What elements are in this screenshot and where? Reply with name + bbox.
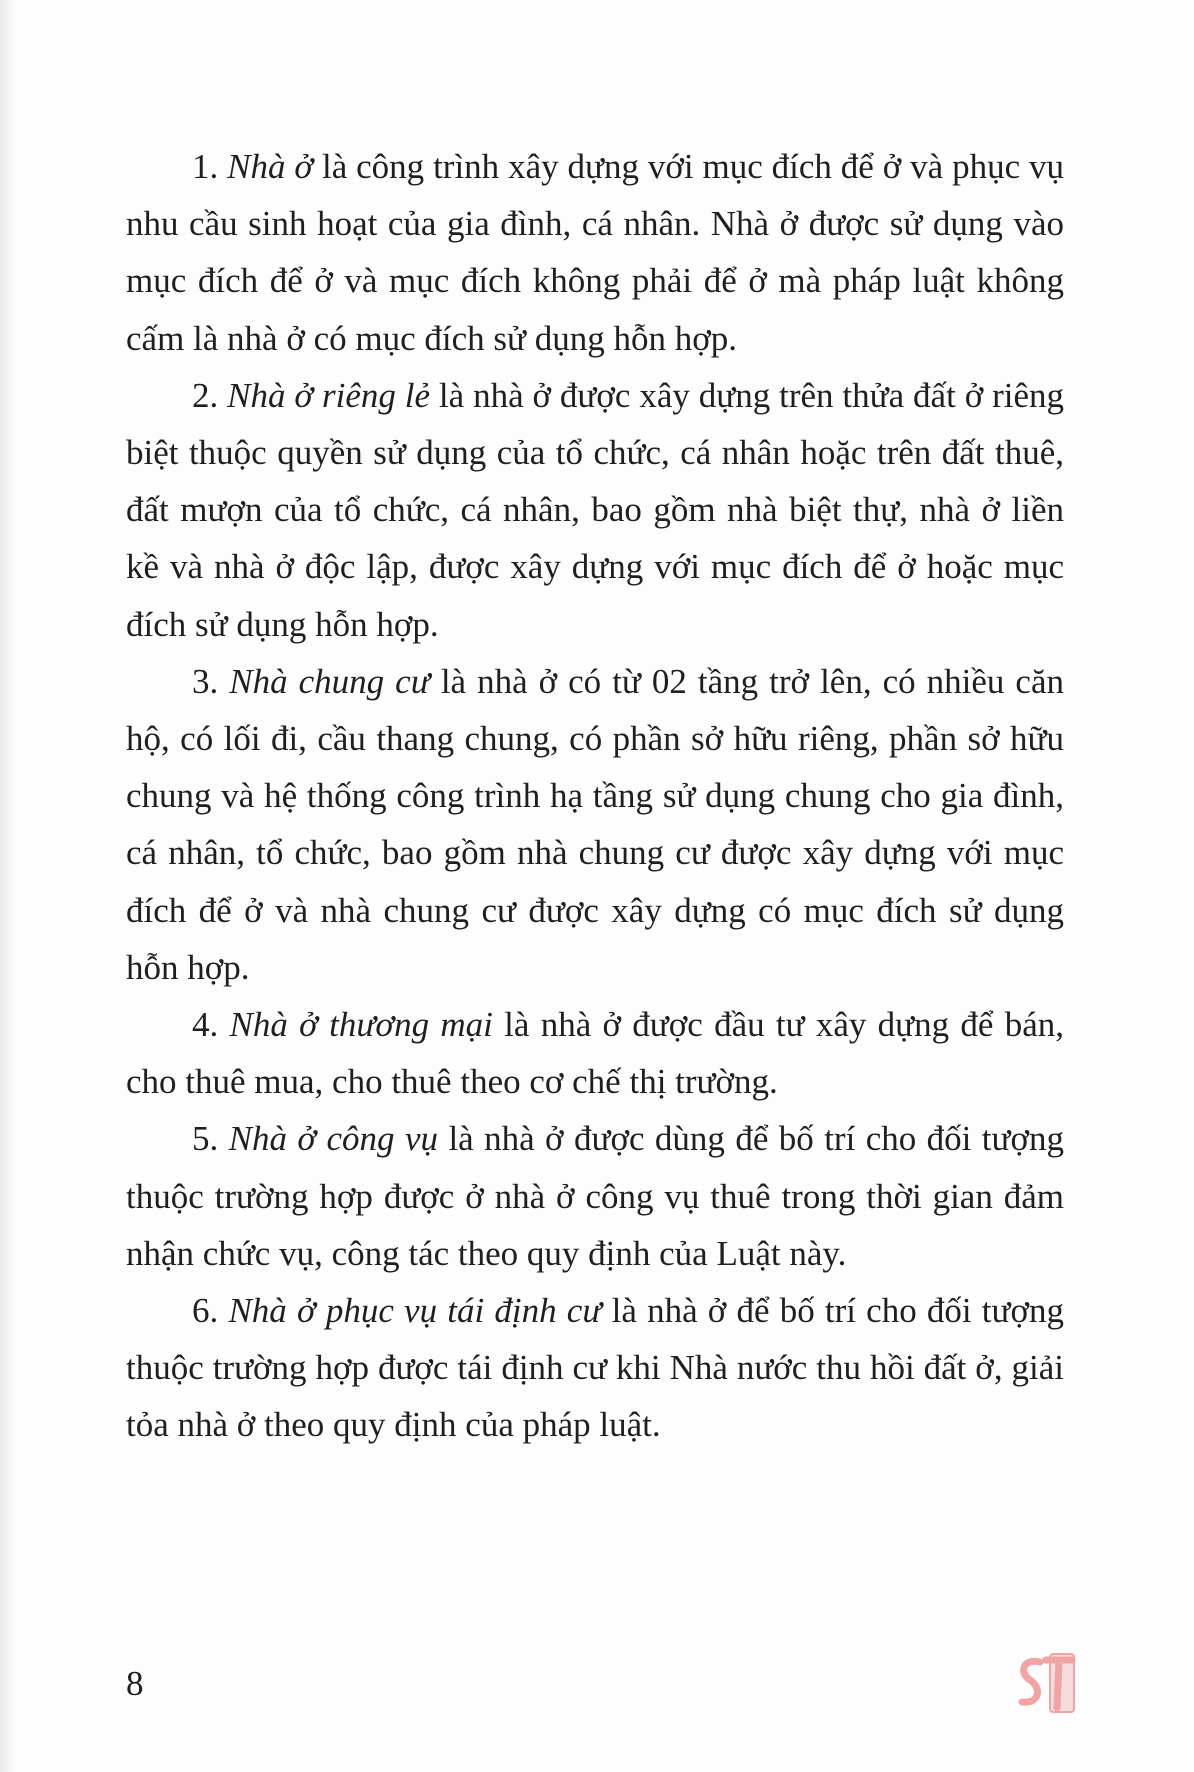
definition-term: Nhà ở công vụ	[228, 1119, 439, 1159]
definition-body: là nhà ở được dùng để bố trí cho đối tượng thuộc trường hợp được ở nhà ở công vụ thuê trong thời gian đảm nhận chức vụ, công tác theo quy định của Luật này.	[126, 1119, 1065, 1273]
definition-term: Nhà chung cư	[229, 661, 430, 701]
publisher-logo-icon	[1010, 1648, 1080, 1720]
definition-paragraph-6	[126, 1282, 1064, 1454]
definition-body: là nhà ở có từ 02 tầng trở lên, có nhiều căn hộ, có lối đi, cầu thang chung, có phần sở hữu riêng, phần sở hữu chung và hệ thống công trình hạ tầng sử dụng chung cho gia đình, cá nhân, tổ chức, bao gồm nhà chung cư được xây dựng với mục đích để ở và nhà chung cư được xây dựng có mục đích sử dụng hỗn hợp.	[126, 661, 1064, 987]
definition-body: là nhà ở được đầu tư xây dựng để bán, cho thuê mua, cho thuê theo cơ chế thị trường.	[126, 1005, 1064, 1102]
definition-number: 2.	[192, 375, 219, 415]
page-edge-shadow	[0, 0, 16, 1772]
definition-term: Nhà ở thương mại	[229, 1005, 493, 1045]
definitions-text	[126, 138, 1064, 1454]
definition-body: là nhà ở để bố trí cho đối tượng thuộc trường hợp được tái định cư khi Nhà nước thu hồi đất ở, giải tỏa nhà ở theo quy định của pháp luật.	[126, 1291, 1065, 1445]
definition-number: 1.	[192, 147, 219, 186]
definition-term: Nhà ở	[227, 147, 314, 186]
definition-paragraph-5	[126, 1110, 1064, 1282]
definition-term: Nhà ở riêng lẻ	[227, 375, 431, 415]
definition-paragraph-4	[126, 996, 1064, 1110]
definition-number: 5.	[192, 1119, 219, 1159]
definition-number: 6.	[192, 1291, 219, 1331]
definition-number: 3.	[192, 661, 219, 701]
definition-term: Nhà ở phục vụ tái định cư	[228, 1291, 602, 1331]
page-number: 8	[126, 1664, 144, 1703]
definition-body: là công trình xây dựng với mục đích để ở và phục vụ nhu cầu sinh hoạt của gia đình, cá nhân. Nhà ở được sử dụng vào mục đích để ở và mục đích không phải để ở mà pháp luật không cấm là nhà ở có mục đích sử dụng hỗn hợp.	[126, 147, 1065, 358]
definition-paragraph-1	[126, 138, 1064, 367]
definition-number: 4.	[192, 1005, 219, 1045]
definition-body: là nhà ở được xây dựng trên thửa đất ở riêng biệt thuộc quyền sử dụng của tổ chức, cá nhân hoặc trên đất thuê, đất mượn của tổ chức, cá nhân, bao gồm nhà biệt thự, nhà ở liền kề và nhà ở độc lập, được xây dựng với mục đích để ở hoặc mục đích sử dụng hỗn hợp.	[126, 375, 1065, 644]
definition-paragraph-2	[126, 367, 1064, 653]
definition-paragraph-3	[126, 653, 1064, 996]
